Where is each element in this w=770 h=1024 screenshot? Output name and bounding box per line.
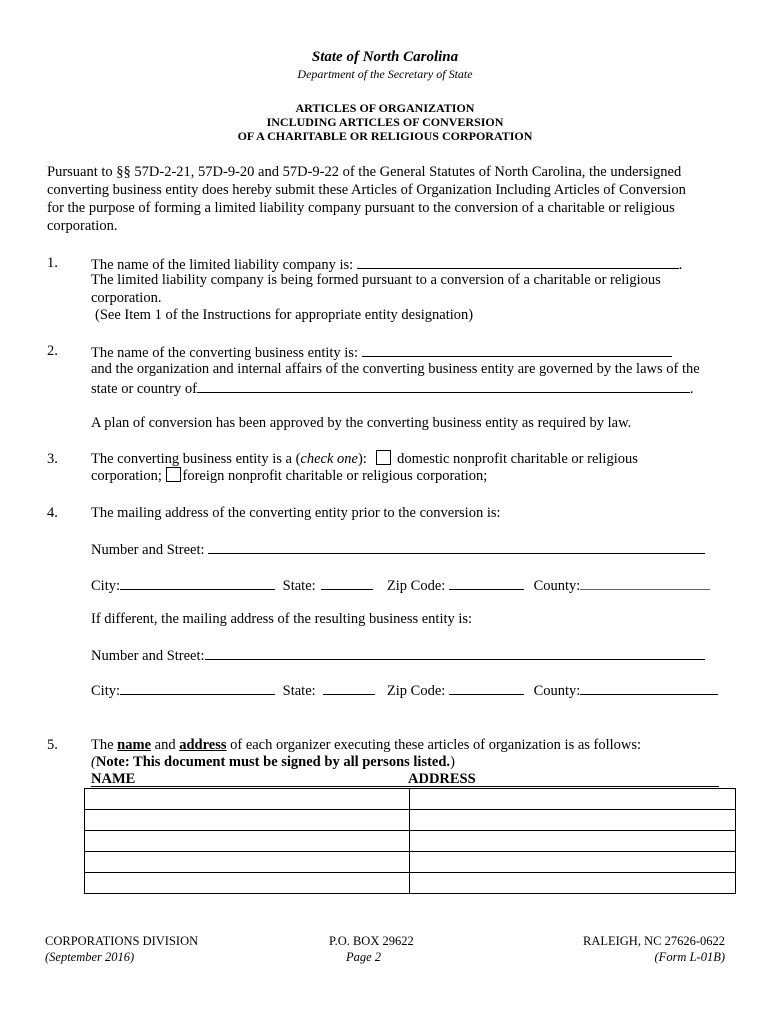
- item3-label-pre: The converting business entity is a (: [91, 451, 301, 467]
- item2-state-label: state or country of: [91, 381, 197, 397]
- item1-line2: The limited liability company is being formed pursuant to a conversion of a charitable or religious: [91, 272, 661, 288]
- resulting-state-label: State:: [282, 683, 316, 699]
- domestic-option-label-cont: corporation;: [91, 468, 162, 484]
- organizer-header-row: [91, 770, 719, 787]
- document-title-line3: OF A CHARITABLE OR RELIGIOUS CORPORATION: [237, 129, 533, 143]
- footer-city: RALEIGH, NC 27626-0622: [582, 934, 725, 948]
- item5-note-open: (: [91, 754, 96, 770]
- organizer-name-cell[interactable]: [85, 789, 410, 810]
- footer-page-number: Page 2: [346, 950, 382, 964]
- different-address-text: If different, the mailing address of the resulting business entity is:: [91, 611, 473, 627]
- footer-form-number: (Form L-01B): [654, 950, 725, 964]
- state-or-country-field[interactable]: [197, 378, 690, 393]
- llc-name-field[interactable]: [357, 254, 679, 269]
- document-title-line2: INCLUDING ARTICLES OF CONVERSION: [266, 115, 504, 129]
- organizer-name-cell[interactable]: [85, 852, 410, 873]
- organizer-address-cell[interactable]: [410, 873, 736, 894]
- footer-division: CORPORATIONS DIVISION: [45, 934, 199, 948]
- resulting-street-row: [91, 645, 731, 665]
- table-row: [85, 852, 736, 873]
- mailing-street-row: [91, 539, 731, 559]
- foreign-option-label: foreign nonprofit charitable or religious corporation;: [182, 468, 488, 484]
- mailing-city-field[interactable]: [120, 575, 275, 590]
- table-row: [85, 789, 736, 810]
- organizer-table: [84, 788, 736, 894]
- item1-instructions: (See Item 1 of the Instructions for appropriate entity designation): [95, 307, 474, 323]
- item5-number: 5.: [47, 737, 58, 753]
- mailing-county-field[interactable]: [580, 575, 710, 590]
- mailing-state-label: State:: [282, 578, 316, 594]
- item1-number: 1.: [47, 255, 58, 271]
- intro-line4: corporation.: [47, 218, 118, 234]
- item4-label: The mailing address of the converting entity prior to the conversion is:: [91, 505, 501, 521]
- item1-label: The name of the limited liability company is:: [91, 257, 354, 273]
- item3-label-post: ):: [357, 451, 367, 467]
- item2-number: 2.: [47, 343, 58, 359]
- item3-row2: [91, 467, 731, 485]
- mailing-city-row: [91, 575, 731, 595]
- mailing-zip-label: Zip Code:: [386, 578, 446, 594]
- mailing-street-label: Number and Street:: [91, 542, 205, 558]
- resulting-state-field[interactable]: [323, 680, 375, 695]
- state-title: State of North Carolina: [311, 49, 459, 65]
- item5-label-pre: The: [91, 737, 118, 753]
- name-column-header: NAME: [91, 771, 136, 787]
- item4-number: 4.: [47, 505, 58, 521]
- resulting-county-label: County:: [533, 683, 581, 699]
- organizer-address-cell[interactable]: [410, 852, 736, 873]
- item5-label-post: of each organizer executing these articles of organization is as follows:: [226, 737, 642, 753]
- item2-name-row: [91, 342, 731, 362]
- resulting-city-label: City:: [91, 683, 121, 699]
- item1-name-row: The name of the limited liability company is: .: [91, 254, 731, 274]
- resulting-street-field[interactable]: [205, 645, 705, 660]
- item5-note: [91, 753, 731, 771]
- intro-line3: for the purpose of forming a limited liability company pursuant to the conversion of a charitable or religious: [47, 200, 675, 216]
- organizer-address-cell[interactable]: [410, 789, 736, 810]
- address-column-header: ADDRESS: [408, 771, 476, 787]
- foreign-checkbox[interactable]: [166, 467, 181, 482]
- item3-row1: [91, 450, 731, 468]
- item5-label: [91, 736, 731, 754]
- mailing-state-field[interactable]: [321, 575, 373, 590]
- item5-label-mid: and: [151, 737, 180, 753]
- item2-label: The name of the converting business entity is:: [91, 345, 358, 361]
- item5-note-text: Note: This document must be signed by all persons listed.: [95, 754, 451, 770]
- mailing-city-label: City:: [91, 578, 121, 594]
- table-row: [85, 831, 736, 852]
- resulting-county-field[interactable]: [580, 680, 718, 695]
- item5-note-close: ): [450, 754, 455, 770]
- converting-entity-name-field[interactable]: [362, 342, 672, 357]
- footer-pobox: P.O. BOX 29622: [329, 934, 414, 948]
- mailing-zip-field[interactable]: [449, 575, 524, 590]
- table-row: [85, 810, 736, 831]
- item2-state-row: state or country of .: [91, 378, 731, 398]
- organizer-address-cell[interactable]: [410, 831, 736, 852]
- intro-line2: converting business entity does hereby submit these Articles of Organization Including Articles of Conversion: [47, 182, 686, 198]
- mailing-county-label: County:: [533, 578, 581, 594]
- organizer-name-cell[interactable]: [85, 831, 410, 852]
- plan-of-conversion-text: A plan of conversion has been approved by the converting business entity as required by law.: [91, 415, 632, 431]
- resulting-city-row: [91, 680, 731, 700]
- resulting-zip-label: Zip Code:: [386, 683, 446, 699]
- department-subtitle: Department of the Secretary of State: [297, 67, 473, 81]
- organizer-address-cell[interactable]: [410, 810, 736, 831]
- item1-line3: corporation.: [91, 290, 162, 306]
- document-title-line1: ARTICLES OF ORGANIZATION: [295, 101, 475, 115]
- domestic-checkbox[interactable]: [376, 450, 391, 465]
- resulting-city-field[interactable]: [120, 680, 275, 695]
- table-row: [85, 873, 736, 894]
- item5-address-word: address: [179, 737, 227, 753]
- domestic-option-label: domestic nonprofit charitable or religious: [397, 451, 638, 467]
- footer-date: (September 2016): [45, 950, 135, 964]
- resulting-street-label: Number and Street:: [91, 648, 205, 664]
- item3-number: 3.: [47, 451, 58, 467]
- resulting-zip-field[interactable]: [449, 680, 524, 695]
- mailing-street-field[interactable]: [208, 539, 705, 554]
- organizer-name-cell[interactable]: [85, 810, 410, 831]
- intro-line1: Pursuant to §§ 57D-2-21, 57D-9-20 and 57D-9-22 of the General Statutes of North Carolina, the undersigned: [47, 164, 682, 180]
- organizer-name-cell[interactable]: [85, 873, 410, 894]
- item5-name-word: name: [117, 737, 152, 753]
- item2-line2: and the organization and internal affairs of the converting business entity are governed by the laws of the: [91, 361, 700, 377]
- item3-check-one: check one: [300, 451, 358, 467]
